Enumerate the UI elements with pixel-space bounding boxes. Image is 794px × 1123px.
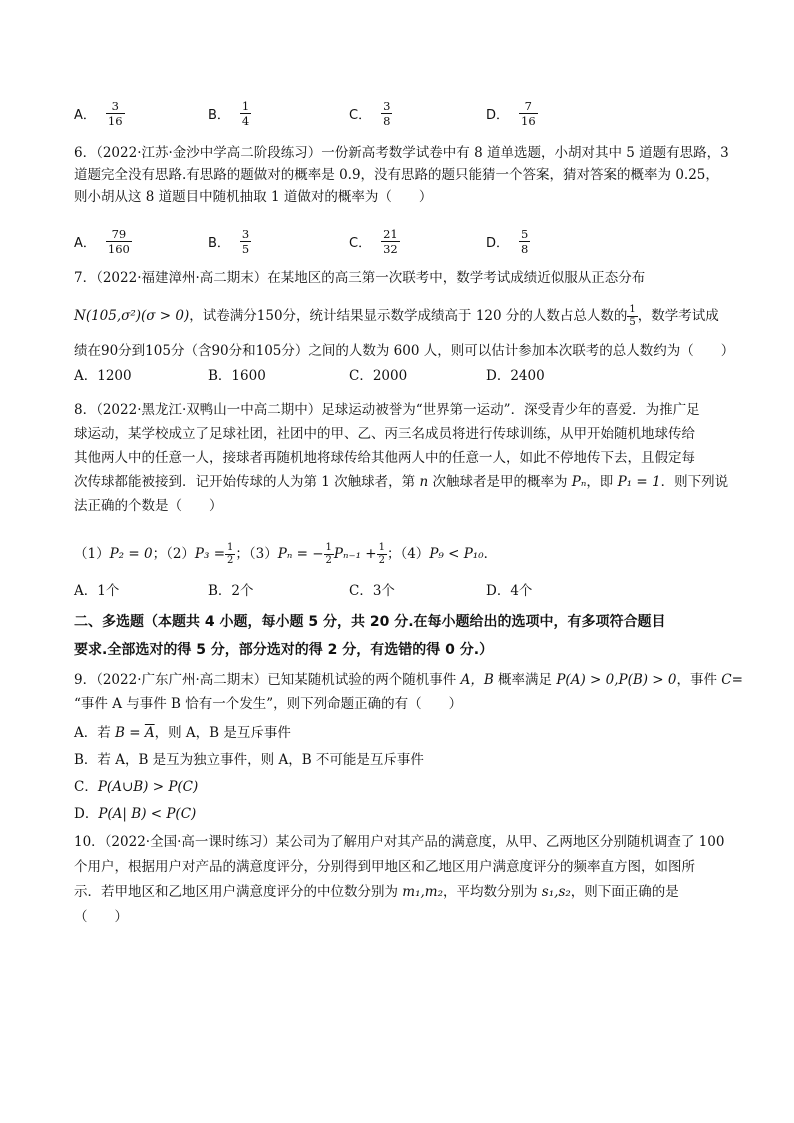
fraction: $\frac{3}{8}$ xyxy=(383,98,391,128)
section-heading: 二、多选题（本题共 4 小题，每小题 5 分，共 20 分.在每小题给出的选项中，有多项符合题目 要求.全部选对的得 5 分，部分选对的得 2 分，有选错的得 0 分.） xyxy=(74,614,666,658)
q7-option-a[interactable]: A．1200 xyxy=(74,368,132,384)
fraction: $\frac{7}{16}$ xyxy=(521,98,536,128)
q5-option-c[interactable]: C． $\frac{3}{8}$ xyxy=(349,98,391,128)
q6-stem: 6．（2022·江苏·金沙中学高二阶段练习）一份新高考数学试卷中有 8 道单选题，小胡对其中 5 道题有思路，3 道题完全没有思路.有思路的题做对的概率是 0.9，没有思路的题只能猜一个答案，猜对答案的概率为 0.25， 则小胡从这 8 道题目中随机抽取 1 道做对的概率为（ ） xyxy=(74,145,729,205)
q9-option-c[interactable]: C．P(A∪B) > P(C) xyxy=(74,779,199,795)
fraction: $\frac{1}{5}$ xyxy=(629,303,636,328)
q8-option-b[interactable]: B．2个 xyxy=(208,583,254,599)
q6-option-d[interactable]: D． $\frac{5}{8}$ xyxy=(486,226,529,256)
q8-option-c[interactable]: C．3个 xyxy=(349,583,395,599)
fraction: $\frac{1}{2}$ xyxy=(227,541,234,566)
q5-options xyxy=(74,94,734,132)
q7-options xyxy=(74,361,734,387)
fraction: $\frac{1}{2}$ xyxy=(325,541,332,566)
fraction: $\frac{79}{160}$ xyxy=(107,226,130,256)
q7-line1: 7．（2022·福建漳州·高二期末）在某地区的高三第一次联考中，数学考试成绩近似服从正态分布 xyxy=(74,270,646,286)
fraction: $\frac{5}{8}$ xyxy=(521,226,529,256)
q7-option-d[interactable]: D．2400 xyxy=(486,368,545,384)
q8-option-d[interactable]: D．4个 xyxy=(486,583,533,599)
q8-statements: （1） P₂ = 0 ；（2） P₃ = $\frac{1}{2}$ ；（3） Pₙ = − $\frac{1}{2}$ Pₙ₋₁ + $\frac{1}{2}$ ；（4） P₉ < P₁₀ ． xyxy=(74,541,498,566)
q7-line2: N(105,σ²)(σ > 0) ，试卷满分150分，统计结果显示数学成绩高于 120 分的人数占总人数的 $\frac{1}{5}$ ，数学考试成 xyxy=(74,303,719,328)
q5-option-b[interactable]: B． $\frac{1}{4}$ xyxy=(208,98,250,128)
q6-option-a[interactable]: A． $\frac{79}{160}$ xyxy=(74,226,130,256)
q6-option-b[interactable]: B． $\frac{3}{5}$ xyxy=(208,226,250,256)
q8-stem: 8．（2022·黑龙江·双鸭山一中高二期中）足球运动被誉为“世界第一运动”．深受青少年的喜爱．为推广足 球运动，某学校成立了足球社团，社团中的甲、乙、丙三名成员将进行传球训练，从甲开始随机地球传给 其他两人中的任意一人，接球者再随机地将球传给其他两人中的任意一人，如此不停地传下去，且假定每 次传球都能被接到．记开始传球的人为第 1 次触球者，第 n 次触球者是甲的概率为 Pₙ，即 P₁ = 1．则下列说 法正确的个数是（ ） xyxy=(74,402,729,514)
q9-option-d[interactable]: D．P(A| B) < P(C) xyxy=(74,806,197,822)
q8-option-a[interactable]: A．1个 xyxy=(74,583,120,599)
q9-option-a[interactable]: A．若 $B = \overline{A}$，则 A，B 是互斥事件 xyxy=(74,725,291,741)
q6-option-c[interactable]: C． $\frac{21}{32}$ xyxy=(349,226,398,256)
fraction: $\frac{21}{32}$ xyxy=(383,226,398,256)
q9-stem: 9．（2022·广东广州·高二期末）已知某随机试验的两个随机事件 A，B 概率满足 P(A) > 0,P(B) > 0，事件 C= “事件 A 与事件 B 恰有一个发生”，则下列命题正确的有（ ） xyxy=(74,672,743,712)
normal-distribution: N(105,σ²)(σ > 0) xyxy=(74,308,190,324)
q8-options xyxy=(74,576,734,602)
q7-option-b[interactable]: B．1600 xyxy=(208,368,266,384)
q9-options xyxy=(74,720,734,828)
fraction: $\frac{1}{4}$ xyxy=(241,98,250,128)
q10-stem: 10．（2022·全国·高一课时练习）某公司为了解用户对其产品的满意度，从甲、乙两地区分别随机调查了 100 个用户，根据用户对产品的满意度评分，分别得到甲地区和乙地区用户满意度评分的频率直方图，如图所 示．若甲地区和乙地区用户满意度评分的中位数分别为 m₁,m₂，平均数分别为 s₁,s₂，则下面正确的是 （ ） xyxy=(74,834,725,925)
fraction: $\frac{3}{5}$ xyxy=(241,226,250,256)
q9-option-b[interactable]: B．若 A，B 是互为独立事件，则 A，B 不可能是互斥事件 xyxy=(74,752,424,768)
fraction: $\frac{3}{16}$ xyxy=(107,98,123,128)
fraction: $\frac{1}{2}$ xyxy=(378,541,385,566)
q7-option-c[interactable]: C．2000 xyxy=(349,368,408,384)
q5-option-a[interactable]: A． $\frac{3}{16}$ xyxy=(74,98,123,128)
q7-line3: 绩在90分到105分（含90分和105分）之间的人数为 600 人，则可以估计参加本次联考的总人数约为（ ） xyxy=(74,343,735,359)
q6-options xyxy=(74,222,734,260)
q5-option-d[interactable]: D． $\frac{7}{16}$ xyxy=(486,98,536,128)
